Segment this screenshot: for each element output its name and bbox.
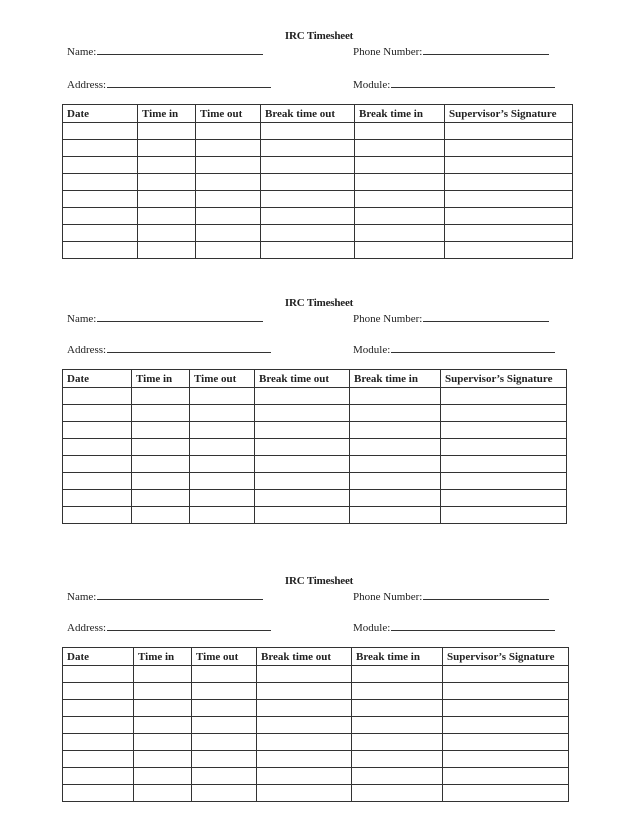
entry-cell[interactable] [196, 208, 261, 225]
address-blank[interactable] [107, 621, 271, 631]
entry-cell[interactable] [443, 700, 569, 717]
col-supervisor-signature: Supervisor’s Signature [441, 370, 567, 388]
phone-field[interactable] [353, 45, 549, 58]
entry-cell[interactable] [441, 490, 567, 507]
col-time-out: Time out [196, 105, 261, 123]
entry-cell[interactable] [63, 785, 134, 802]
table-row [63, 191, 573, 208]
table-row [63, 157, 573, 174]
entry-cell[interactable] [261, 140, 355, 157]
sheet-title: IRC Timesheet [284, 30, 354, 42]
entry-cell[interactable] [134, 751, 192, 768]
entry-cell[interactable] [255, 422, 350, 439]
table-row [63, 456, 567, 473]
entry-cell[interactable] [138, 157, 196, 174]
col-break-time-in: Break time in [350, 370, 441, 388]
entry-cell[interactable] [192, 768, 257, 785]
entry-cell[interactable] [134, 666, 192, 683]
entry-cell[interactable] [63, 174, 138, 191]
header-row [63, 370, 567, 388]
phone-field[interactable] [353, 312, 549, 325]
entry-cell[interactable] [132, 439, 190, 456]
entry-cell[interactable] [190, 388, 255, 405]
entry-cell[interactable] [63, 242, 138, 259]
entry-cell[interactable] [63, 700, 134, 717]
entry-cell[interactable] [132, 507, 190, 524]
entry-cell[interactable] [132, 388, 190, 405]
entry-cell[interactable] [355, 208, 445, 225]
entry-cell[interactable] [132, 456, 190, 473]
entry-cell[interactable] [255, 473, 350, 490]
col-time-in: Time in [132, 370, 190, 388]
phone-label: Phone Number: [353, 313, 423, 325]
entry-cell[interactable] [441, 439, 567, 456]
entry-cell[interactable] [63, 157, 138, 174]
entry-cell[interactable] [192, 785, 257, 802]
table-row [63, 225, 573, 242]
col-supervisor-signature: Supervisor’s Signature [443, 648, 569, 666]
phone-blank[interactable] [423, 312, 549, 322]
phone-label: Phone Number: [353, 591, 423, 603]
entry-cell[interactable] [261, 191, 355, 208]
entry-cell[interactable] [445, 123, 573, 140]
entry-cell[interactable] [441, 507, 567, 524]
name-blank[interactable] [97, 312, 263, 322]
entry-cell[interactable] [261, 208, 355, 225]
entry-cell[interactable] [134, 683, 192, 700]
entry-cell[interactable] [196, 157, 261, 174]
entry-cell[interactable] [261, 242, 355, 259]
entry-cell[interactable] [134, 785, 192, 802]
entry-cell[interactable] [63, 208, 138, 225]
entry-cell[interactable] [63, 683, 134, 700]
col-break-time-in: Break time in [355, 105, 445, 123]
table-row [63, 242, 573, 259]
entry-cell[interactable] [192, 734, 257, 751]
phone-label: Phone Number: [353, 46, 423, 58]
sheet-title: IRC Timesheet [284, 575, 354, 587]
entry-cell[interactable] [350, 422, 441, 439]
address-blank[interactable] [107, 343, 271, 353]
entry-cell[interactable] [190, 456, 255, 473]
col-time-in: Time in [134, 648, 192, 666]
entry-cell[interactable] [132, 405, 190, 422]
entry-cell[interactable] [134, 700, 192, 717]
phone-blank[interactable] [423, 590, 549, 600]
entry-cell[interactable] [255, 388, 350, 405]
table-row [63, 507, 567, 524]
entry-cell[interactable] [134, 768, 192, 785]
entry-cell[interactable] [63, 717, 134, 734]
timesheet-table [62, 104, 573, 259]
entry-cell[interactable] [441, 473, 567, 490]
table-row [63, 717, 569, 734]
entry-cell[interactable] [196, 242, 261, 259]
col-time-out: Time out [192, 648, 257, 666]
entry-cell[interactable] [196, 191, 261, 208]
table-row [63, 208, 573, 225]
entry-cell[interactable] [138, 191, 196, 208]
entry-cell[interactable] [190, 490, 255, 507]
entry-cell[interactable] [63, 507, 132, 524]
table-row [63, 700, 569, 717]
table-row [63, 140, 573, 157]
entry-cell[interactable] [445, 174, 573, 191]
entry-cell[interactable] [441, 456, 567, 473]
entry-cell[interactable] [443, 768, 569, 785]
entry-cell[interactable] [352, 700, 443, 717]
entry-cell[interactable] [257, 717, 352, 734]
entry-cell[interactable] [63, 473, 132, 490]
module-field[interactable] [353, 343, 555, 356]
entry-cell[interactable] [63, 225, 138, 242]
table-body [63, 666, 569, 802]
entry-cell[interactable] [441, 422, 567, 439]
entry-cell[interactable] [257, 768, 352, 785]
entry-cell[interactable] [196, 174, 261, 191]
module-blank[interactable] [391, 621, 555, 631]
table-row [63, 174, 573, 191]
name-label: Name: [67, 591, 97, 603]
table-row [63, 666, 569, 683]
col-date: Date [63, 370, 132, 388]
entry-cell[interactable] [257, 683, 352, 700]
timesheet-table [62, 369, 567, 524]
entry-cell[interactable] [355, 242, 445, 259]
entry-cell[interactable] [132, 422, 190, 439]
entry-cell[interactable] [257, 751, 352, 768]
table-row [63, 473, 567, 490]
table-body [63, 123, 573, 259]
table-row [63, 490, 567, 507]
entry-cell[interactable] [192, 717, 257, 734]
name-label: Name: [67, 46, 97, 58]
entry-cell[interactable] [255, 439, 350, 456]
col-time-in: Time in [138, 105, 196, 123]
entry-cell[interactable] [138, 140, 196, 157]
entry-cell[interactable] [352, 666, 443, 683]
entry-cell[interactable] [355, 225, 445, 242]
entry-cell[interactable] [355, 191, 445, 208]
entry-cell[interactable] [63, 768, 134, 785]
address-label: Address: [67, 622, 107, 634]
entry-cell[interactable] [192, 700, 257, 717]
entry-cell[interactable] [443, 785, 569, 802]
module-field[interactable] [353, 621, 555, 634]
module-field[interactable] [353, 78, 555, 91]
entry-cell[interactable] [261, 157, 355, 174]
table-row [63, 768, 569, 785]
entry-cell[interactable] [350, 490, 441, 507]
table-row [63, 388, 567, 405]
entry-cell[interactable] [196, 140, 261, 157]
col-date: Date [63, 105, 138, 123]
entry-cell[interactable] [63, 405, 132, 422]
entry-cell[interactable] [350, 507, 441, 524]
entry-cell[interactable] [445, 140, 573, 157]
entry-cell[interactable] [255, 405, 350, 422]
entry-cell[interactable] [350, 439, 441, 456]
col-date: Date [63, 648, 134, 666]
table-row [63, 123, 573, 140]
entry-cell[interactable] [350, 456, 441, 473]
col-break-time-out: Break time out [261, 105, 355, 123]
entry-cell[interactable] [192, 751, 257, 768]
module-label: Module: [353, 622, 391, 634]
entry-cell[interactable] [63, 388, 132, 405]
entry-cell[interactable] [355, 123, 445, 140]
entry-cell[interactable] [352, 717, 443, 734]
entry-cell[interactable] [352, 768, 443, 785]
entry-cell[interactable] [352, 785, 443, 802]
entry-cell[interactable] [445, 157, 573, 174]
entry-cell[interactable] [63, 422, 132, 439]
module-blank[interactable] [391, 343, 555, 353]
table-body [63, 388, 567, 524]
module-label: Module: [353, 79, 391, 91]
entry-cell[interactable] [63, 140, 138, 157]
entry-cell[interactable] [192, 683, 257, 700]
entry-cell[interactable] [443, 734, 569, 751]
entry-cell[interactable] [355, 140, 445, 157]
entry-cell[interactable] [255, 456, 350, 473]
table-row [63, 751, 569, 768]
module-blank[interactable] [391, 78, 555, 88]
entry-cell[interactable] [196, 123, 261, 140]
entry-cell[interactable] [255, 507, 350, 524]
col-break-time-out: Break time out [257, 648, 352, 666]
entry-cell[interactable] [132, 473, 190, 490]
entry-cell[interactable] [63, 123, 138, 140]
entry-cell[interactable] [352, 751, 443, 768]
entry-cell[interactable] [63, 751, 134, 768]
entry-cell[interactable] [443, 751, 569, 768]
entry-cell[interactable] [350, 405, 441, 422]
table-row [63, 785, 569, 802]
entry-cell[interactable] [196, 225, 261, 242]
entry-cell[interactable] [190, 422, 255, 439]
entry-cell[interactable] [138, 208, 196, 225]
entry-cell[interactable] [445, 191, 573, 208]
entry-cell[interactable] [257, 666, 352, 683]
entry-cell[interactable] [138, 225, 196, 242]
table-row [63, 405, 567, 422]
entry-cell[interactable] [192, 666, 257, 683]
entry-cell[interactable] [255, 490, 350, 507]
col-supervisor-signature: Supervisor’s Signature [445, 105, 573, 123]
name-blank[interactable] [97, 590, 263, 600]
entry-cell[interactable] [350, 388, 441, 405]
entry-cell[interactable] [134, 734, 192, 751]
address-label: Address: [67, 344, 107, 356]
phone-field[interactable] [353, 590, 549, 603]
entry-cell[interactable] [261, 123, 355, 140]
table-row [63, 439, 567, 456]
entry-cell[interactable] [190, 405, 255, 422]
entry-cell[interactable] [138, 123, 196, 140]
entry-cell[interactable] [261, 225, 355, 242]
timesheet-table [62, 647, 569, 802]
col-break-time-out: Break time out [255, 370, 350, 388]
table-row [63, 734, 569, 751]
address-field[interactable] [67, 621, 271, 634]
entry-cell[interactable] [445, 208, 573, 225]
phone-blank[interactable] [423, 45, 549, 55]
entry-cell[interactable] [132, 490, 190, 507]
entry-cell[interactable] [445, 242, 573, 259]
entry-cell[interactable] [443, 666, 569, 683]
address-field[interactable] [67, 343, 271, 356]
entry-cell[interactable] [63, 666, 134, 683]
table-row [63, 422, 567, 439]
name-blank[interactable] [97, 45, 263, 55]
entry-cell[interactable] [190, 439, 255, 456]
address-blank[interactable] [107, 78, 271, 88]
entry-cell[interactable] [63, 456, 132, 473]
name-field[interactable] [67, 590, 263, 603]
sheet-title: IRC Timesheet [284, 297, 354, 309]
entry-cell[interactable] [138, 174, 196, 191]
name-field[interactable] [67, 45, 263, 58]
entry-cell[interactable] [355, 174, 445, 191]
entry-cell[interactable] [445, 225, 573, 242]
name-label: Name: [67, 313, 97, 325]
name-field[interactable] [67, 312, 263, 325]
module-label: Module: [353, 344, 391, 356]
entry-cell[interactable] [352, 683, 443, 700]
entry-cell[interactable] [134, 717, 192, 734]
entry-cell[interactable] [190, 507, 255, 524]
col-break-time-in: Break time in [352, 648, 443, 666]
header-row [63, 105, 573, 123]
entry-cell[interactable] [63, 191, 138, 208]
entry-cell[interactable] [261, 174, 355, 191]
header-row [63, 648, 569, 666]
address-label: Address: [67, 79, 107, 91]
entry-cell[interactable] [443, 683, 569, 700]
entry-cell[interactable] [355, 157, 445, 174]
entry-cell[interactable] [257, 785, 352, 802]
table-row [63, 683, 569, 700]
entry-cell[interactable] [63, 439, 132, 456]
entry-cell[interactable] [441, 388, 567, 405]
entry-cell[interactable] [441, 405, 567, 422]
entry-cell[interactable] [350, 473, 441, 490]
entry-cell[interactable] [257, 734, 352, 751]
entry-cell[interactable] [63, 490, 132, 507]
address-field[interactable] [67, 78, 271, 91]
entry-cell[interactable] [352, 734, 443, 751]
entry-cell[interactable] [190, 473, 255, 490]
entry-cell[interactable] [138, 242, 196, 259]
entry-cell[interactable] [63, 734, 134, 751]
entry-cell[interactable] [443, 717, 569, 734]
entry-cell[interactable] [257, 700, 352, 717]
col-time-out: Time out [190, 370, 255, 388]
